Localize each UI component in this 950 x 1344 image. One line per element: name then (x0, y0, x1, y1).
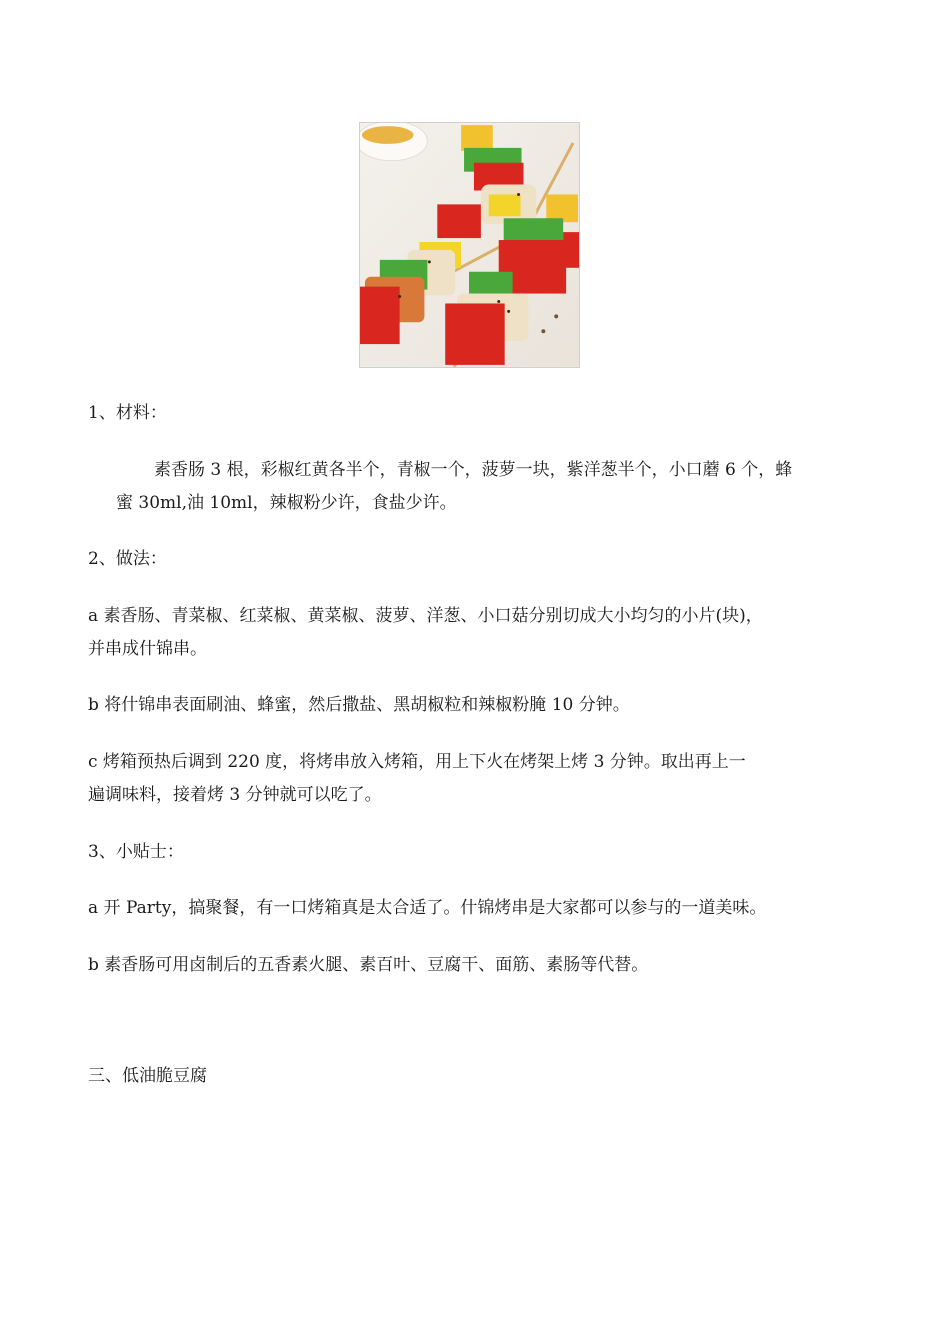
kebab-photo (359, 122, 580, 368)
tips-heading: 3、小贴士： (88, 842, 184, 862)
method-step-a-line-1: a 素香肠、青菜椒、红菜椒、黄菜椒、菠萝、洋葱、小口菇分别切成大小均匀的小片(块)， (88, 606, 763, 626)
method-heading: 2、做法： (88, 549, 167, 569)
ingredients-line-1: 素香肠 3 根，彩椒红黄各半个，青椒一个，菠萝一块，紫洋葱半个，小口蘑 6 个，蜂 (154, 460, 793, 480)
method-step-b: b 将什锦串表面刷油、蜂蜜，然后撒盐、黑胡椒粒和辣椒粉腌 10 分钟。 (88, 695, 630, 715)
tip-a: a 开 Party，搞聚餐，有一口烤箱真是太合适了。什锦烤串是大家都可以参与的一道美味。 (88, 898, 767, 918)
method-step-c-line-2: 遍调味料，接着烤 3 分钟就可以吃了。 (88, 785, 382, 805)
method-step-a-line-2: 并串成什锦串。 (88, 639, 207, 659)
tip-b: b 素香肠可用卤制后的五香素火腿、素百叶、豆腐干、面筋、素肠等代替。 (88, 955, 649, 975)
next-section-heading: 三、低油脆豆腐 (88, 1066, 207, 1086)
method-step-c-line-1: c 烤箱预热后调到 220 度，将烤串放入烤箱，用上下火在烤架上烤 3 分钟。取出再上一 (88, 752, 746, 772)
ingredients-heading: 1、材料： (88, 403, 167, 423)
ingredients-line-2: 蜜 30ml,油 10ml，辣椒粉少许，食盐少许。 (116, 493, 457, 513)
